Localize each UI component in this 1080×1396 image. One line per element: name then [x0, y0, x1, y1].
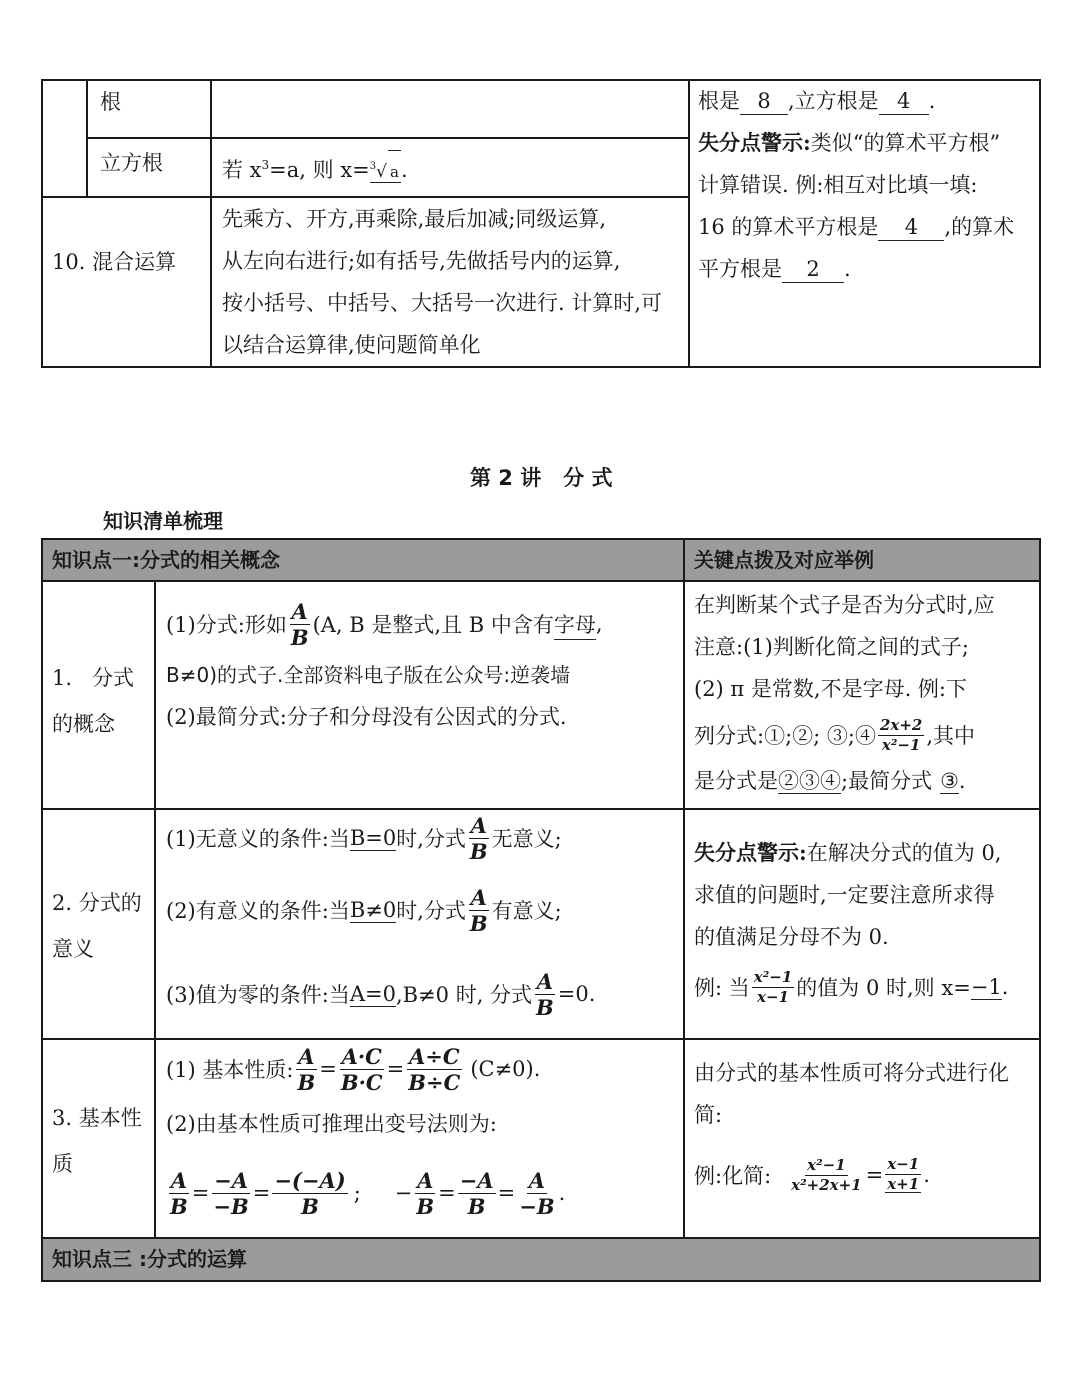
cube-root-definition: 若 $x^3=a$, 则 x=$^3$√ a. [222, 144, 408, 193]
fraction-a-over-b: $\frac{A}{B}$ [290, 598, 309, 650]
header-key-points: 关键点拨及对应举例 [684, 539, 1040, 581]
row-label-root: 根 [100, 90, 121, 114]
header-knowledge-point-1: 知识点一:分式的相关概念 [42, 539, 683, 581]
row-label-fraction-meaning: 2. 分式的 意义 [52, 891, 142, 961]
section-subtitle: 知识清单梳理 [103, 509, 223, 533]
row-label-cube-root: 立方根 [100, 151, 163, 175]
warning-label: 失分点警示: [694, 840, 807, 865]
fraction-concept-text: (1)分式:形如 $\frac{A}{B}$ (A, B 是整式,且 B 中含有 字母 , B≠0)的式子.全部资料电子版在公众号:逆袭墙 (2)最简分式:分子和分母没有公因式的分式. [166, 598, 603, 729]
lecture-title: 第 2 讲 分 式 [470, 466, 613, 490]
header-knowledge-point-3: 知识点三 :分式的运算 [42, 1238, 1040, 1280]
fraction-meaning-text: (1)无意义的条件:当 B=0 时,分式 $\frac{A}{B}$ 无意义; (2)有意义的条件:当 B≠0 时,分式 $\frac{A}{B}$ 有意义; (3)值为零的条件:当 A=0 ,B≠0 时, 分式 $\frac{A}{B}$ =0. [166, 812, 596, 1020]
row-label-basic-property: 3. 基本性 质 [52, 1106, 142, 1176]
fraction-meaning-notes: 失分点警示:在解决分式的值为 0, 求值的问题时,一定要注意所求得 的值满足分母不为 0. 例: 当 $\frac{\text{x²−1}}{x-1}$ 的值为 0 时,则 x= −1 . [694, 840, 1009, 1006]
row-label-fraction-concept: 1. 分式 的概念 [52, 666, 135, 736]
basic-property-notes: 由分式的基本性质可将分式进行化 简: 例:化简: $\frac{\text{x²−1}}{\text{x²+2x+1}}$ = $\frac{x-1}{x+1}$ . [694, 1061, 1009, 1194]
mixed-operations-text: 先乘方、开方,再乘除,最后加减;同级运算, 从左向右进行;如有括号,先做括号内的运算, 按小括号、中括号、大括号一次进行. 计算时,可 以结合运算律,使问题简单化 [222, 207, 663, 357]
basic-property-text: (1) 基本性质: $\frac{A}{B}$ = $\frac{A\cdot C}{B\cdot C}$ = $\frac{A\div C}{B\div C}$ (C≠0). (2)由基本性质可推理出变号法则为: $\frac{A}{B}$ = $\frac{-A}{-B}$ = $\frac{-(-A)}{B}$ ; − $\frac{A}{B}$ = $\frac{-A}{B}$ = $\frac{A}{-B}$ . [166, 1043, 566, 1219]
warning-label: 失分点警示: [698, 130, 811, 155]
root-notes: 根是 8 ,立方根是 4 . 失分点警示:类似“的算术平方根” 计算错误. 例:相互对比填一填: 16 的算术平方根是 4 ,的算术 平方根是 2 . [698, 89, 1015, 281]
row-label-mixed-operations: 10. 混合运算 [52, 250, 177, 274]
fraction-concept-notes: 在判断某个式子是否为分式时,应 注意:(1)判断化简之间的式子; (2) π 是常数,不是字母. 例:下 列分式:①;②; ③;④ $\frac{2x+2}{\text{x²−1}}$ ,其中 是分式是②③④;最简分式 ③. [694, 593, 995, 793]
